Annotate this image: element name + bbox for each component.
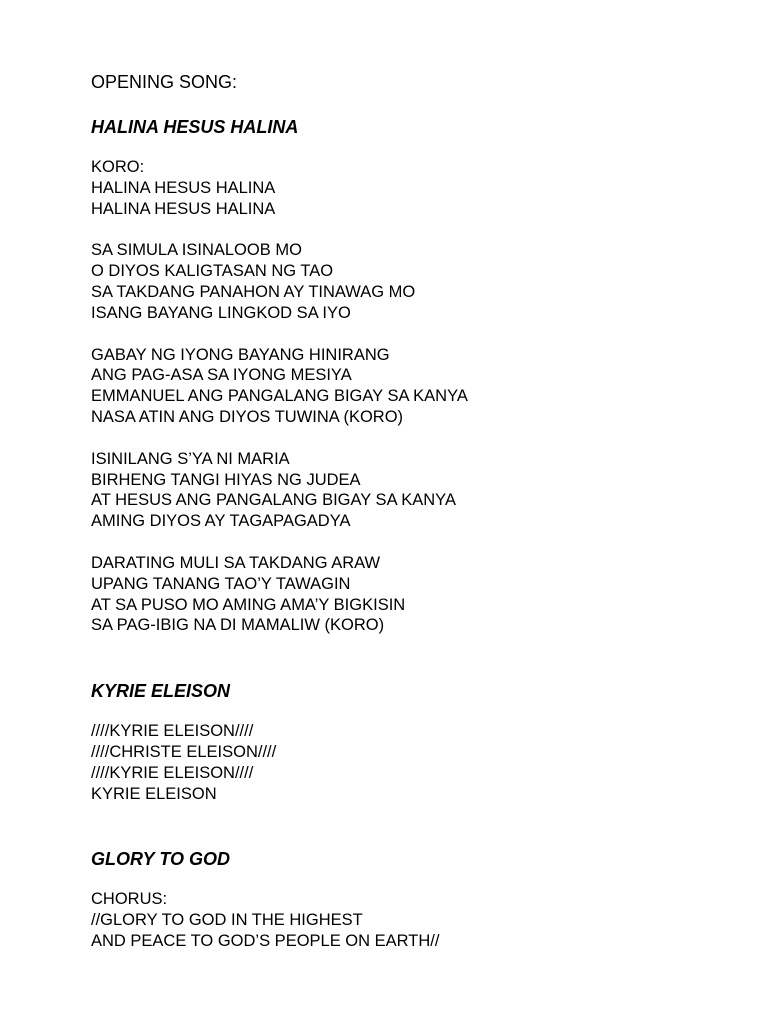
stanza-1: [91, 721, 731, 804]
lyric-line: ISANG BAYANG LINGKOD SA IYO: [91, 303, 351, 322]
lyric-line: KYRIE ELEISON: [91, 784, 217, 803]
opening-song-label: OPENING SONG:: [91, 72, 238, 92]
stanza-3: [91, 449, 731, 532]
stanza-koro: [91, 157, 731, 219]
lyric-line: UPANG TANANG TAO’Y TAWAGIN: [91, 574, 351, 593]
lyric-line: ////KYRIE ELEISON////: [91, 722, 254, 741]
lyric-line: CHORUS:: [91, 890, 168, 909]
song-glory-to-god: [91, 847, 731, 951]
lyric-line: O DIYOS KALIGTASAN NG TAO: [91, 262, 334, 281]
lyric-line: HALINA HESUS HALINA: [91, 178, 276, 197]
lyric-line: SA SIMULA ISINALOOB MO: [91, 241, 302, 260]
lyric-line: AT HESUS ANG PANGALANG BIGAY SA KANYA: [91, 491, 456, 510]
document-page: [91, 70, 731, 952]
lyric-line: HALINA HESUS HALINA: [91, 199, 276, 218]
song-title: KYRIE ELEISON: [91, 681, 231, 702]
lyric-line: DARATING MULI SA TAKDANG ARAW: [91, 553, 381, 572]
lyric-line: //GLORY TO GOD IN THE HIGHEST: [91, 911, 363, 930]
stanza-2: [91, 345, 731, 428]
stanza-chorus: [91, 889, 731, 951]
song-title: HALINA HESUS HALINA: [91, 117, 299, 137]
lyric-line: ////KYRIE ELEISON////: [91, 763, 254, 782]
lyric-line: SA TAKDANG PANAHON AY TINAWAG MO: [91, 282, 416, 301]
lyric-line: ANG PAG-ASA SA IYONG MESIYA: [91, 366, 352, 385]
lyric-line: GABAY NG IYONG BAYANG HINIRANG: [91, 345, 390, 364]
stanza-1: [91, 240, 731, 323]
lyric-line: EMMANUEL ANG PANGALANG BIGAY SA KANYA: [91, 387, 468, 406]
lyric-line: BIRHENG TANGI HIYAS NG JUDEA: [91, 470, 361, 489]
lyric-line: AND PEACE TO GOD’S PEOPLE ON EARTH//: [91, 931, 440, 950]
lyric-line: ////CHRISTE ELEISON////: [91, 742, 277, 761]
lyric-line: AMING DIYOS AY TAGAPAGADYA: [91, 512, 351, 531]
lyric-line: ISINILANG S’YA NI MARIA: [91, 449, 290, 468]
stanza-4: [91, 553, 731, 636]
song-halina-hesus-halina: [91, 115, 731, 636]
song-title: GLORY TO GOD: [91, 849, 231, 870]
lyric-line: AT SA PUSO MO AMING AMA’Y BIGKISIN: [91, 595, 406, 614]
lyric-line: KORO:: [91, 158, 145, 176]
lyric-line: NASA ATIN ANG DIYOS TUWINA (KORO): [91, 407, 404, 426]
song-kyrie-eleison: [91, 679, 731, 804]
lyric-line: SA PAG-IBIG NA DI MAMALIW (KORO): [91, 616, 385, 635]
